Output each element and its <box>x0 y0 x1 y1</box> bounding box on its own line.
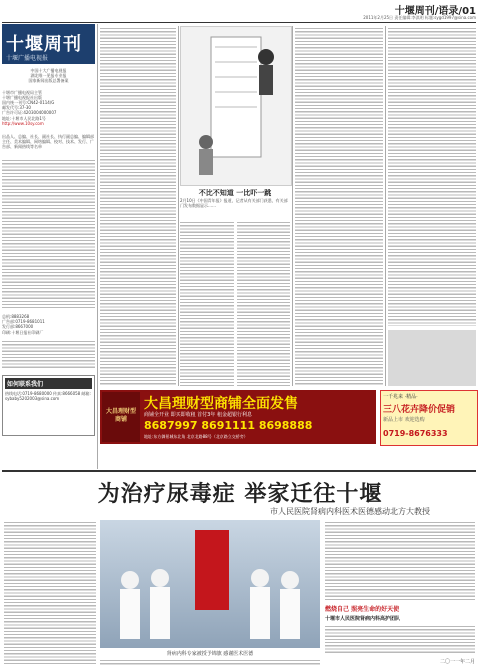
sponsor-line: 邮发代号:37-30 <box>2 105 31 111</box>
flower-ad-title: 三八花卉降价促销 <box>383 405 456 415</box>
flower-ad[interactable] <box>380 390 478 446</box>
feature-sidebar <box>325 604 475 654</box>
sponsor-line: 地址:十堰市人民北路1号 <box>2 115 46 121</box>
publisher-line: 中国十大广播电视报 <box>30 68 67 73</box>
phone-line: 广告部:0719-8681011 <box>2 319 45 325</box>
feature-column <box>4 520 96 666</box>
left-column <box>2 68 95 468</box>
phone-line: 总机:8883268 <box>2 314 30 320</box>
article-lead: 2月10日《中国青年报》报道，记者从有关部门获悉，有关部门发布数据显示…… <box>180 198 288 209</box>
article-column <box>388 26 476 326</box>
flower-ad-brand: 一千兆来 ·精品· <box>383 394 418 400</box>
feature-sidebar-text: 十堰市人民医院肾病内科高护团队 <box>325 616 401 622</box>
feature-photo-caption: 肾病内科专家被授予锦旗 感谢医术医德 <box>166 651 254 657</box>
feature-column <box>325 520 475 600</box>
flower-ad-sub: 新品上市 欢迎选购 <box>383 417 425 423</box>
store-ad-headline: 大昌理财型商铺全面发售 <box>144 396 298 412</box>
contact-box-title: 如何联系我们 <box>5 378 92 389</box>
masthead <box>2 24 95 64</box>
page-date: 2011年2月25日 责任编辑:李淇明 标题:sygd1997@sina.com <box>363 15 476 20</box>
feature-headline: 为治疗尿毒症 举家迁往十堰 <box>97 482 383 507</box>
feature-sidebar-title: 燃烧自己 照亮生命的好天使 <box>325 606 400 613</box>
article-column <box>100 26 176 386</box>
phone-line: 发行部:8667000 <box>2 324 34 330</box>
store-ad-address: 地址:东方御景城东北角 北京北路88号（北京路立交桥旁） <box>144 434 248 439</box>
website-link[interactable]: http://www.10sy.com <box>2 120 44 126</box>
article-headline: 不比不知道 一比吓一跳 <box>198 189 272 197</box>
small-photo <box>388 330 476 386</box>
page-section: 十堰周刊/语录/01 <box>394 6 476 17</box>
publisher-line: 国家新闻出版总署备案 <box>28 78 69 84</box>
cartoon-illustration <box>180 26 292 186</box>
store-ad-subline: 商铺全开业 即买即收租 首付3年 租金超银行利息 <box>144 412 252 418</box>
staff-list: 出品人、总编、社长、副社长、执行副总编、编辑部主任、美术编辑、网络编辑、校对、技术、发行、广告部、新闻热线等名单 <box>2 134 94 150</box>
contact-box-text: 热线电话:0719-8680000 传真:8666058 邮箱:sybaby5202003@sina.com <box>5 390 91 402</box>
store-ad-brand: 大昌理财型商铺 <box>105 408 136 423</box>
masthead-title: 十堰周刊 <box>6 34 82 55</box>
printer-line: 印刷:十堰日报社印刷厂 <box>2 329 44 335</box>
store-ad[interactable] <box>100 390 376 444</box>
flower-ad-phone: 0719-8676333 <box>383 429 448 438</box>
store-ad-logo <box>102 392 140 442</box>
contact-box <box>2 375 95 436</box>
feature-subhead: 市人民医院肾病内科医术医德感动北方大教授 <box>270 507 430 516</box>
article-column <box>295 26 383 386</box>
feature-photo <box>100 520 320 648</box>
sponsor-line: 广告许可证:4203004000007 <box>2 110 57 116</box>
store-ad-hotline: 8687997 8691111 8698888 <box>144 419 313 432</box>
masthead-subtitle: 十堰广播电视报 <box>6 55 49 62</box>
publisher-line: 湖北唯一见报专业报 <box>30 73 67 79</box>
feature-closing: 二〇一一年二月 <box>439 659 475 665</box>
sponsor-line: 国内统一刊号:CN42-0114/G <box>2 100 55 106</box>
sponsor-line: 十堰广播电视报社出版 <box>2 94 42 100</box>
sponsor-line: 十堰市广播电视局主管 <box>2 89 42 95</box>
